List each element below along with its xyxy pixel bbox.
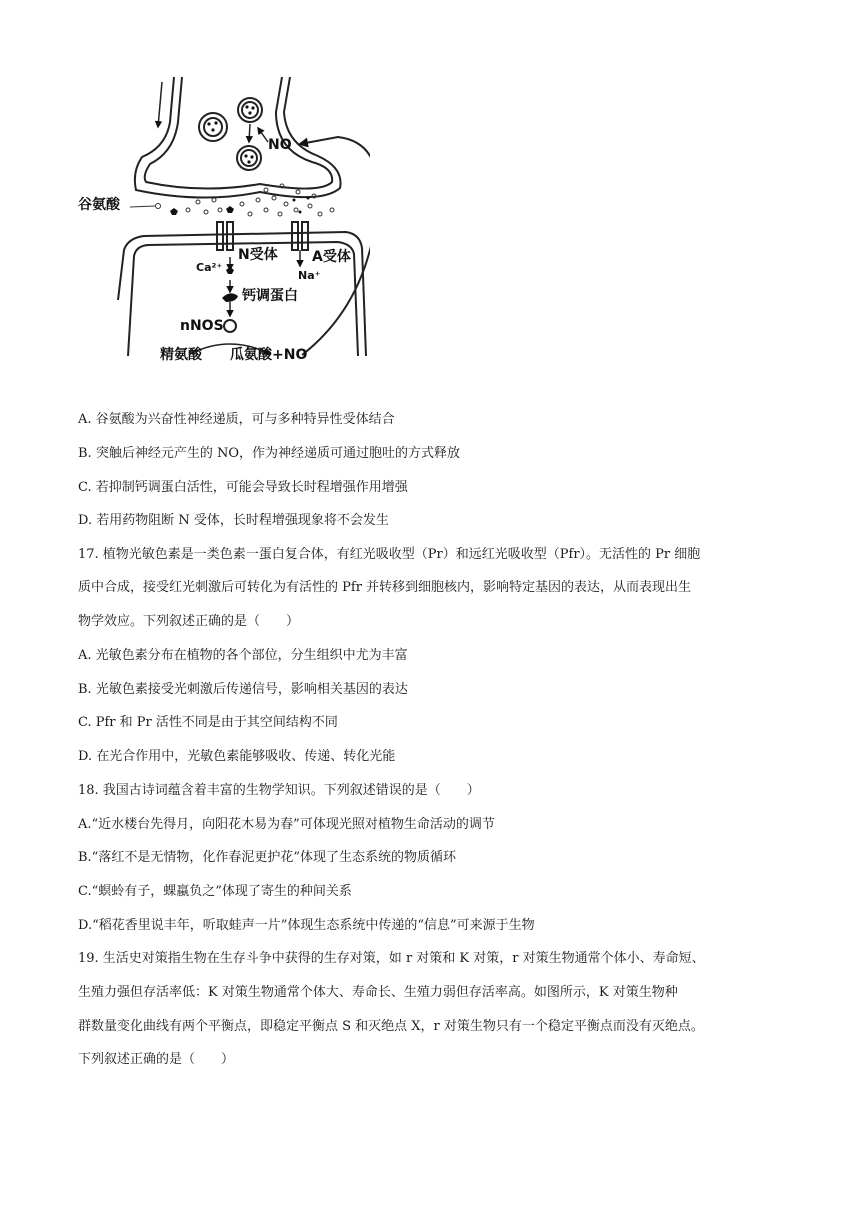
q19-stem-line-3: 群数量变化曲线有两个平衡点，即稳定平衡点 S 和灭绝点 X，r 对策生物只有一个稳定平衡点而没有灭绝点。 xyxy=(78,1019,704,1034)
q17-option-b: B. 光敏色素接受光刺激后传递信号，影响相关基因的表达 xyxy=(78,682,408,697)
label-ca: Ca²⁺ xyxy=(196,261,223,274)
label-nnos: nNOS xyxy=(180,318,224,334)
label-arginine: 精氨酸 xyxy=(160,347,202,363)
presynaptic-outer-membrane xyxy=(135,77,341,198)
label-glutamate: 谷氨酸 xyxy=(78,197,120,213)
q19-stem-line-4: 下列叙述正确的是（ ） xyxy=(78,1052,235,1067)
label-na: Na⁺ xyxy=(298,269,321,282)
q18-option-c: C.“螟蛉有子，蜾蠃负之”体现了寄生的种间关系 xyxy=(78,884,352,899)
q19-stem-line-2: 生殖力强但存活率低：K 对策生物通常个体大、寿命长、生殖力弱但存活率高。如图所示，K 对策生物种 xyxy=(78,985,678,1000)
q17-stem-line-1: 17. 植物光敏色素是一类色素一蛋白复合体，有红光吸收型（Pr）和远红光吸收型（Pfr）。无活性的 Pr 细胞 xyxy=(78,547,701,562)
label-no-top: NO xyxy=(268,137,292,153)
q16-option-d: D. 若用药物阻断 N 受体，长时程增强现象将不会发生 xyxy=(78,513,389,528)
q17-option-a: A. 光敏色素分布在植物的各个部位，分生组织中尤为丰富 xyxy=(78,648,408,663)
synapse-diagram xyxy=(70,72,370,372)
q16-option-b: B. 突触后神经元产生的 NO，作为神经递质可通过胞吐的方式释放 xyxy=(78,446,460,461)
label-calmodulin: 钙调蛋白 xyxy=(242,288,298,304)
q17-option-d: D. 在光合作用中，光敏色素能够吸收、传递、转化光能 xyxy=(78,749,396,764)
q17-stem-line-3: 物学效应。下列叙述正确的是（ ） xyxy=(78,614,300,629)
q17-option-c: C. Pfr 和 Pr 活性不同是由于其空间结构不同 xyxy=(78,715,338,730)
q18-option-a: A.“近水楼台先得月，向阳花木易为春”可体现光照对植物生命活动的调节 xyxy=(78,817,495,832)
q16-option-c: C. 若抑制钙调蛋白活性，可能会导致长时程增强作用增强 xyxy=(78,480,408,495)
q18-option-d: D.“稻花香里说丰年，听取蛙声一片”体现生态系统中传递的“信息”可来源于生物 xyxy=(78,918,535,933)
q17-stem-line-2: 质中合成，接受红光刺激后可转化为有活性的 Pfr 并转移到细胞核内，影响特定基因的表达，从而表现出生 xyxy=(78,580,692,595)
label-citrulline-no: 瓜氨酸+NO xyxy=(230,347,308,363)
label-a-receptor: A受体 xyxy=(312,249,351,265)
label-n-receptor: N受体 xyxy=(238,247,278,263)
q18-stem: 18. 我国古诗词蕴含着丰富的生物学知识。下列叙述错误的是（ ） xyxy=(78,783,480,798)
q18-option-b: B.“落红不是无情物，化作春泥更护花”体现了生态系统的物质循环 xyxy=(78,850,456,865)
q19-stem-line-1: 19. 生活史对策指生物在生存斗争中获得的生存对策，如 r 对策和 K 对策，r 对策生物通常个体小、寿命短、 xyxy=(78,951,705,966)
q16-option-a: A. 谷氨酸为兴奋性神经递质，可与多种特异性受体结合 xyxy=(78,412,395,427)
